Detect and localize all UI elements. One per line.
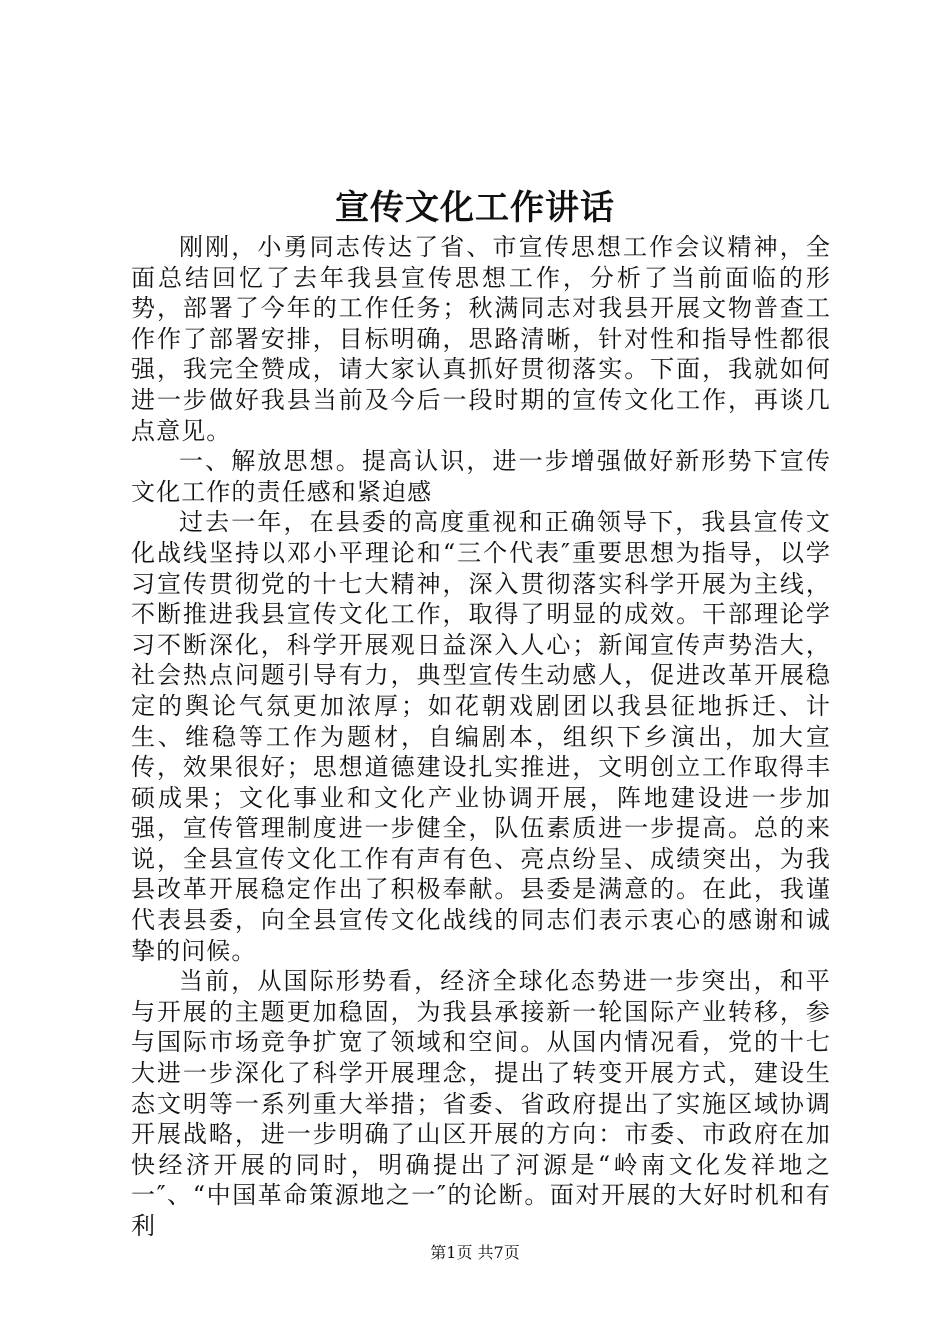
document-title: 宣传文化工作讲话 — [335, 188, 615, 228]
paragraph-intro: 刚刚，小勇同志传达了省、市宣传思想工作会议精神，全面总结回忆了去年我县宣传思想工作，分析了当前面临的形势，部署了今年的工作任务；秋满同志对我县开展文物普查工作作了部署安排，目标明确，思路清晰，针对性和指导性都很强，我完全赞成，请大家认真抓好贯彻落实。下面，我就如何进一步做好我县当前及今后一段时期的宣传文化工作，再谈几点意见。 — [131, 233, 831, 445]
section-heading-1: 一、解放思想。提高认识，进一步增强做好新形势下宣传文化工作的责任感和紧迫感 — [131, 447, 831, 506]
document-body — [131, 232, 831, 1242]
page-footer: 第1页 共7页 — [430, 1243, 520, 1262]
paragraph-situation: 当前，从国际形势看，经济全球化态势进一步突出，和平与开展的主题更加稳固，为我县承接新一轮国际产业转移，参与国际市场竞争扩宽了领域和空间。从国内情况看，党的十七大进一步深化了科学开展理念，提出了转变开展方式，建设生态文明等一系列重大举措；省委、省政府提出了实施区域协调开展战略，进一步明确了山区开展的方向：市委、市政府在加快经济开展的同时，明确提出了河源是“岭南文化发祥地之一″、“中国革命策源地之一″的论断。面对开展的大好时机和有利 — [131, 967, 831, 1240]
paragraph-review: 过去一年，在县委的高度重视和正确领导下，我县宣传文化战线坚持以邓小平理论和“三个代表″重要思想为指导，以学习宣传贯彻党的十七大精神，深入贯彻落实科学开展为主线，不断推进我县宣传文化工作，取得了明显的成效。干部理论学习不断深化，科学开展观日益深入人心；新闻宣传声势浩大，社会热点问题引导有力，典型宣传生动感人，促进改革开展稳定的舆论气氛更加浓厚；如花朝戏剧团以我县征地拆迁、计生、维稳等工作为题材，自编剧本，组织下乡演出，加大宣传，效果很好；思想道德建设扎实推进，文明创立工作取得丰硕成果；文化事业和文化产业协调开展，阵地建设进一步加强，宣传管理制度进一步健全，队伍素质进一步提高。总的来说，全县宣传文化工作有声有色、亮点纷呈、成绩突出，为我县改革开展稳定作出了积极奉献。县委是满意的。在此，我谨代表县委，向全县宣传文化战线的同志们表示衷心的感谢和诚挚的问候。 — [131, 508, 831, 965]
